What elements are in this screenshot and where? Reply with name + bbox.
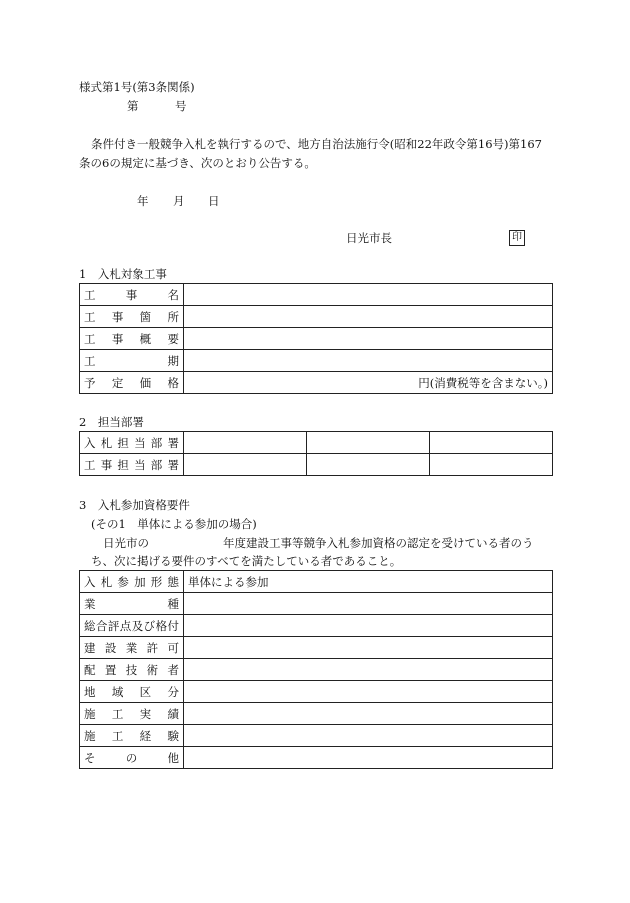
row-label: 予定価格: [80, 372, 184, 394]
table-row: [80, 372, 553, 394]
section3-subheading: (その1 単体による参加の場合): [91, 517, 257, 531]
project-name-field[interactable]: [184, 284, 553, 306]
intro-line-2: 条の6の規定に基づき、次のとおり公告する。: [79, 156, 316, 170]
project-period-field[interactable]: [184, 350, 553, 372]
department-cell[interactable]: [184, 454, 307, 476]
table-row: [80, 432, 553, 454]
project-location-field[interactable]: [184, 306, 553, 328]
row-label: 地域区分: [80, 681, 184, 703]
table-row: [80, 747, 553, 769]
seal-mark: 印: [509, 230, 525, 246]
date-year: 年: [137, 194, 149, 208]
table-row: [80, 284, 553, 306]
document-number-dai: 第: [127, 99, 139, 113]
department-table: [79, 431, 553, 476]
table-row: [80, 681, 553, 703]
row-label: 工事箇所: [80, 306, 184, 328]
table-row: [80, 571, 553, 593]
region-field[interactable]: [184, 681, 553, 703]
row-label: 入札担当部署: [80, 432, 184, 454]
document-number-go: 号: [175, 99, 187, 113]
table-row: [80, 593, 553, 615]
project-table: [79, 283, 553, 394]
track-record-field[interactable]: [184, 703, 553, 725]
table-row: [80, 306, 553, 328]
mayor-title: 日光市長: [346, 231, 392, 245]
experience-field[interactable]: [184, 725, 553, 747]
row-label: 建設業許可: [80, 637, 184, 659]
row-label: 工事担当部署: [80, 454, 184, 476]
table-row: [80, 350, 553, 372]
participation-form-field[interactable]: 単体による参加: [184, 571, 553, 593]
qualification-table: [79, 570, 553, 769]
row-label: 工事概要: [80, 328, 184, 350]
row-label: 配置技術者: [80, 659, 184, 681]
date-month: 月: [173, 194, 185, 208]
table-row: [80, 454, 553, 476]
rating-field[interactable]: [184, 615, 553, 637]
planned-price-field[interactable]: 円(消費税等を含まない。): [184, 372, 553, 394]
engineer-field[interactable]: [184, 659, 553, 681]
license-field[interactable]: [184, 637, 553, 659]
section1-heading: 1 入札対象工事: [79, 267, 167, 281]
section2-heading: 2 担当部署: [79, 415, 144, 429]
intro-line-1: 条件付き一般競争入札を執行するので、地方自治法施行令(昭和22年政令第16号)第167: [91, 137, 542, 151]
table-row: [80, 615, 553, 637]
row-label: 総合評点及び格付: [80, 615, 184, 637]
department-cell[interactable]: [430, 454, 553, 476]
department-cell[interactable]: [430, 432, 553, 454]
qualification-text-line-2: ち、次に掲げる要件のすべてを満たしている者であること。: [91, 554, 402, 568]
section3-heading: 3 入札参加資格要件: [79, 498, 190, 512]
row-label: 施工実績: [80, 703, 184, 725]
department-cell[interactable]: [307, 454, 430, 476]
project-overview-field[interactable]: [184, 328, 553, 350]
form-number: 様式第1号(第3条関係): [79, 80, 195, 94]
table-row: [80, 703, 553, 725]
row-label: 入札参加形態: [80, 571, 184, 593]
table-row: [80, 659, 553, 681]
row-label: 業種: [80, 593, 184, 615]
table-row: [80, 725, 553, 747]
department-cell[interactable]: [307, 432, 430, 454]
other-field[interactable]: [184, 747, 553, 769]
row-label: 工期: [80, 350, 184, 372]
table-row: [80, 328, 553, 350]
row-label: その他: [80, 747, 184, 769]
table-row: [80, 637, 553, 659]
industry-field[interactable]: [184, 593, 553, 615]
row-label: 施工経験: [80, 725, 184, 747]
qualification-text-part-2: 年度建設工事等競争入札参加資格の認定を受けている者のう: [223, 536, 534, 550]
department-cell[interactable]: [184, 432, 307, 454]
date-day: 日: [208, 194, 220, 208]
row-label: 工事名: [80, 284, 184, 306]
qualification-text-part-1: 日光市の: [103, 536, 149, 550]
